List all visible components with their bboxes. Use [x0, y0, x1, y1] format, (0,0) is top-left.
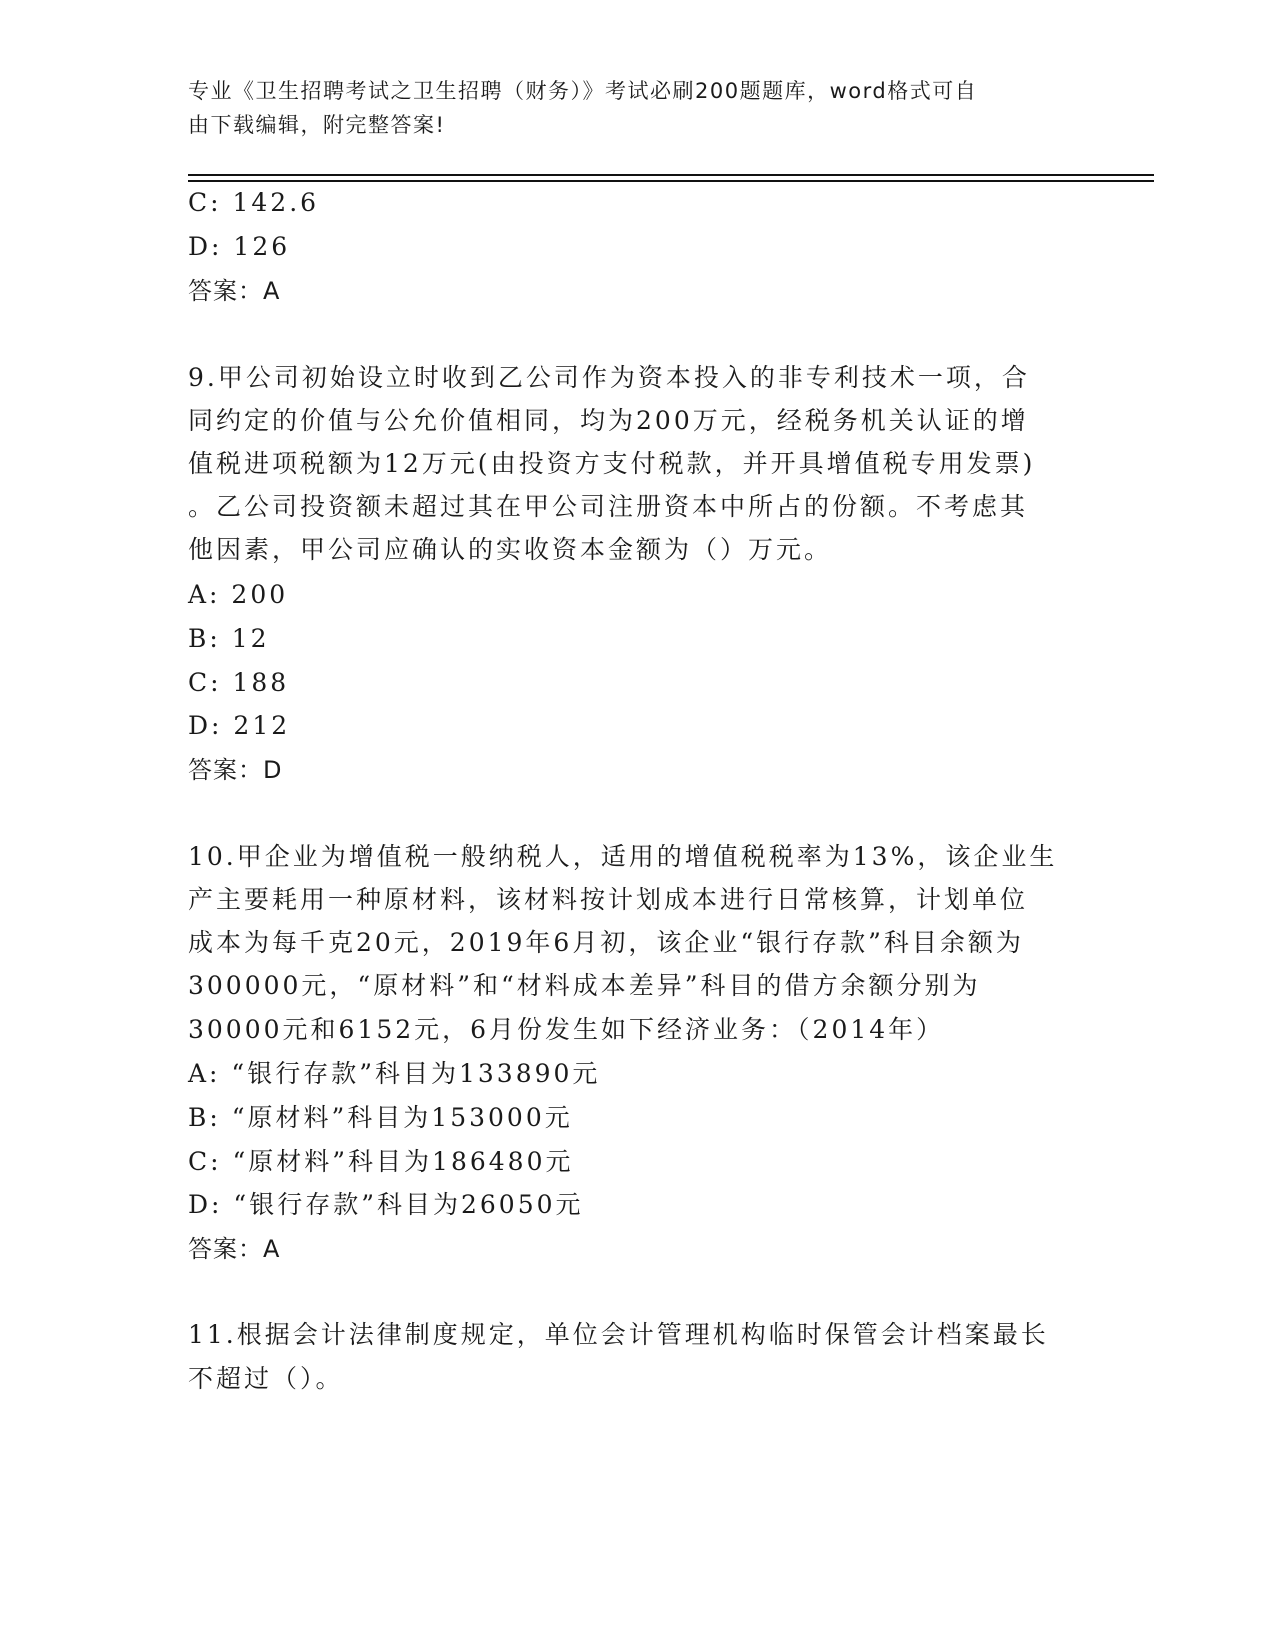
header-divider-bottom — [188, 180, 1154, 182]
option-c: C: “原材料”科目为186480元 — [188, 1147, 574, 1176]
header-line-2: 由下载编辑，附完整答案! — [188, 113, 446, 137]
option-a: A: “银行存款”科目为133890元 — [188, 1059, 601, 1088]
option-b: B: “原材料”科目为153000元 — [188, 1103, 573, 1132]
question-text-line: 300000元，“原材料”和“材料成本差异”科目的借方余额分别为 — [188, 971, 981, 1000]
option-a: A: 200 — [188, 580, 289, 609]
question-text-line: 值税进项税额为12万元(由投资方支付税款，并开具增值税专用发票) — [188, 449, 1036, 478]
answer-label: 答案：D — [188, 756, 283, 784]
question-text-line: 不超过（）。 — [188, 1364, 344, 1393]
document-header — [188, 74, 1088, 142]
question-text-line: 30000元和6152元，6月份发生如下经济业务：（2014年） — [188, 1015, 945, 1044]
question-text-line: 同约定的价值与公允价值相同，均为200万元，经税务机关认证的增 — [188, 406, 1029, 435]
answer-label: 答案：A — [188, 277, 281, 305]
question-text-line: 。乙公司投资额未超过其在甲公司注册资本中所占的份额。不考虑其 — [188, 492, 1029, 521]
option-c: C: 142.6 — [188, 188, 320, 217]
header-divider-top — [188, 174, 1154, 176]
option-b: B: 12 — [188, 624, 270, 653]
answer-label: 答案：A — [188, 1235, 281, 1263]
option-c: C: 188 — [188, 668, 290, 697]
question-text-line: 11.根据会计法律制度规定，单位会计管理机构临时保管会计档案最长 — [188, 1320, 1049, 1349]
option-d: D: 212 — [188, 711, 291, 740]
header-line-1: 专业《卫生招聘考试之卫生招聘（财务）》考试必刷200题题库，word格式可自 — [188, 79, 978, 103]
question-text-line: 他因素，甲公司应确认的实收资本金额为（）万元。 — [188, 535, 833, 564]
option-d: D: “银行存款”科目为26050元 — [188, 1190, 584, 1219]
option-d: D: 126 — [188, 232, 291, 261]
question-text-line: 产主要耗用一种原材料，该材料按计划成本进行日常核算，计划单位 — [188, 885, 1029, 914]
question-text-line: 10.甲企业为增值税一般纳税人，适用的增值税税率为13%，该企业生 — [188, 842, 1058, 871]
question-text-line: 成本为每千克20元，2019年6月初，该企业“银行存款”科目余额为 — [188, 928, 1024, 957]
question-text-line: 9.甲公司初始设立时收到乙公司作为资本投入的非专利技术一项，合 — [188, 363, 1030, 392]
